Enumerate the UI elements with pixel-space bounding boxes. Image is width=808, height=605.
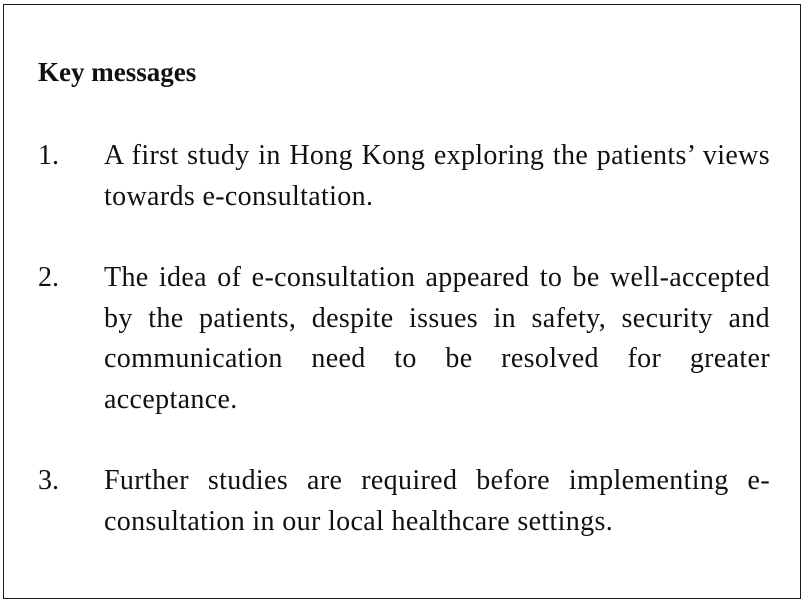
message-number: 3. — [38, 465, 59, 496]
message-number: 1. — [38, 140, 59, 171]
message-text: The idea of e-consultation appeared to be well-accepted by the patients, despite issues in safety, security and communication need to be resolved for greater acceptance. — [104, 262, 770, 415]
message-text: A first study in Hong Kong exploring the patients’ views towards e-consultation. — [104, 140, 770, 212]
key-messages-panel — [3, 4, 801, 599]
panel-heading: Key messages — [38, 57, 197, 87]
message-text: Further studies are required before implementing e-consultation in our local healthcare settings. — [104, 465, 770, 537]
message-number: 2. — [38, 262, 59, 293]
